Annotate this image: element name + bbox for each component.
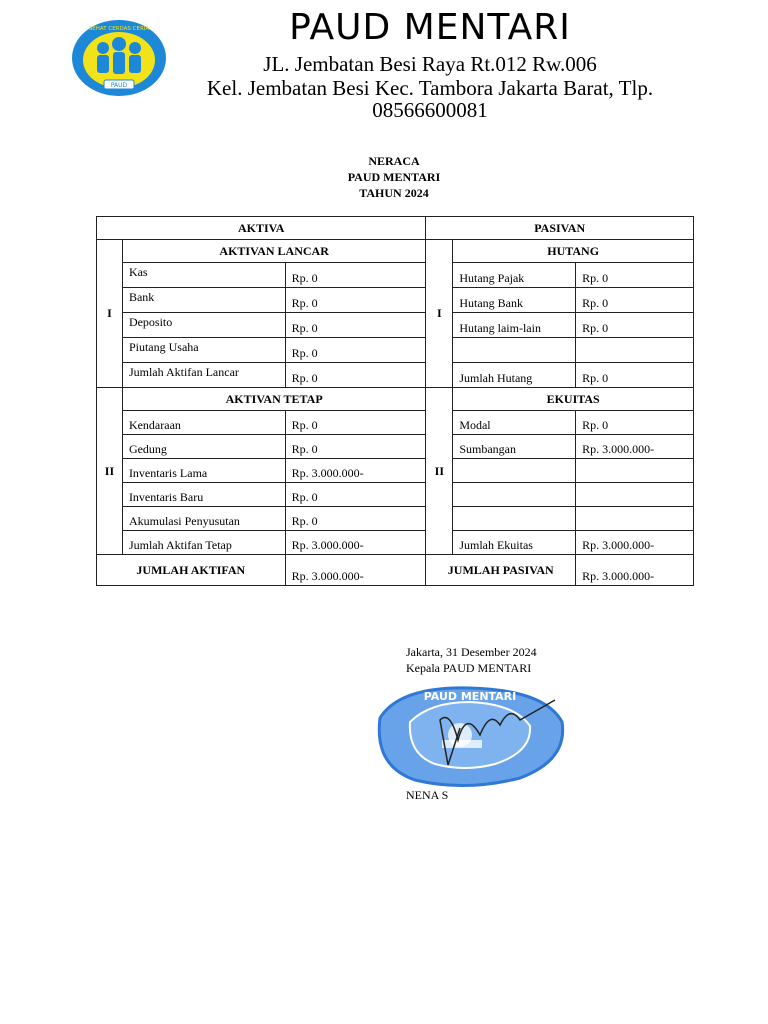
total-aktifan-label: JUMLAH AKTIFAN [97,555,286,586]
row-value: Rp. 0 [576,313,694,338]
table-row [97,507,694,531]
address-line-2: Kel. Jembatan Besi Kec. Tambora Jakarta Barat, Tlp. [206,76,654,100]
row-value: Rp. 3.000.000- [576,435,694,459]
aktivan-lancar-title: AKTIVAN LANCAR [122,240,425,263]
table-row [97,411,694,435]
row-label: Sumbangan [453,435,576,459]
row-label [453,459,576,483]
ekuitas-title: EKUITAS [453,388,694,411]
row-label: Jumlah Aktifan Tetap [122,531,285,555]
total-aktifan-value: Rp. 3.000.000- [285,555,426,586]
table-row [97,483,694,507]
signature-city-date: Jakarta, 31 Desember 2024 [406,645,537,659]
row-value: Rp. 0 [285,288,426,313]
phone-number: 08566600081 [372,98,488,122]
table-row [97,288,694,313]
section-number: II [97,388,123,555]
pasivan-header: PASIVAN [426,217,694,240]
row-value: Rp. 0 [285,483,426,507]
row-label: Modal [453,411,576,435]
table-row [97,313,694,338]
school-name: PAUD MENTARI [289,7,571,48]
official-stamp-icon [370,680,570,790]
row-label: Kendaraan [122,411,285,435]
table-row [97,531,694,555]
row-label: Hutang laim-lain [453,313,576,338]
row-label [453,507,576,531]
aktivan-tetap-title: AKTIVAN TETAP [122,388,425,411]
row-value: Rp. 0 [285,363,426,388]
signature-role: Kepala PAUD MENTARI [406,661,532,675]
row-label: Bank [122,288,285,313]
address-line-1: JL. Jembatan Besi Raya Rt.012 Rw.006 [263,52,597,76]
row-value: Rp. 0 [285,263,426,288]
doc-title-school: PAUD MENTARI [347,170,441,184]
totals-row [97,555,694,586]
row-value: Rp. 0 [285,507,426,531]
row-value: Rp. 0 [576,411,694,435]
row-value: Rp. 0 [285,411,426,435]
section-number: I [426,240,453,388]
aktiva-header: AKTIVA [97,217,426,240]
row-label: Jumlah Hutang [453,363,576,388]
row-value: Rp. 0 [285,338,426,363]
balance-sheet-table [96,216,694,586]
row-label: Jumlah Aktifan Lancar [122,363,285,388]
row-label: Inventaris Lama [122,459,285,483]
row-label: Kas [122,263,285,288]
table-row [97,363,694,388]
table-row [97,459,694,483]
row-value [576,338,694,363]
row-label: Piutang Usaha [122,338,285,363]
letterhead [0,0,768,140]
row-value [576,483,694,507]
row-label [453,483,576,507]
row-value: Rp. 0 [576,363,694,388]
row-value: Rp. 3.000.000- [285,459,426,483]
row-label: Gedung [122,435,285,459]
total-pasivan-label: JUMLAH PASIVAN [426,555,576,586]
row-label: Hutang Pajak [453,263,576,288]
row-label: Akumulasi Penyusutan [122,507,285,531]
table-row [97,388,694,411]
row-value [576,507,694,531]
row-value [576,459,694,483]
table-header-row [97,217,694,240]
hutang-title: HUTANG [453,240,694,263]
section-number: II [426,388,453,555]
row-label: Jumlah Ekuitas [453,531,576,555]
row-value: Rp. 3.000.000- [285,531,426,555]
row-label: Hutang Bank [453,288,576,313]
total-pasivan-value: Rp. 3.000.000- [576,555,694,586]
row-value: Rp. 0 [285,435,426,459]
signature-block [340,640,620,830]
paud-logo-icon [70,18,168,98]
svg-text:SEHAT CERDAS CERIA: SEHAT CERDAS CERIA [88,26,150,32]
doc-title-neraca: NERACA [368,154,420,168]
row-label [453,338,576,363]
row-label: Inventaris Baru [122,483,285,507]
doc-title-year: TAHUN 2024 [359,186,429,200]
table-row [97,338,694,363]
table-row [97,240,694,263]
row-value: Rp. 3.000.000- [576,531,694,555]
section-number: I [97,240,123,388]
table-row [97,263,694,288]
svg-text:PAUD: PAUD [110,82,128,89]
signatory-name: NENA S [406,788,449,802]
svg-text:PAUD MENTARI: PAUD MENTARI [423,690,517,703]
table-row [97,435,694,459]
row-label: Deposito [122,313,285,338]
row-value: Rp. 0 [285,313,426,338]
row-value: Rp. 0 [576,288,694,313]
row-value: Rp. 0 [576,263,694,288]
